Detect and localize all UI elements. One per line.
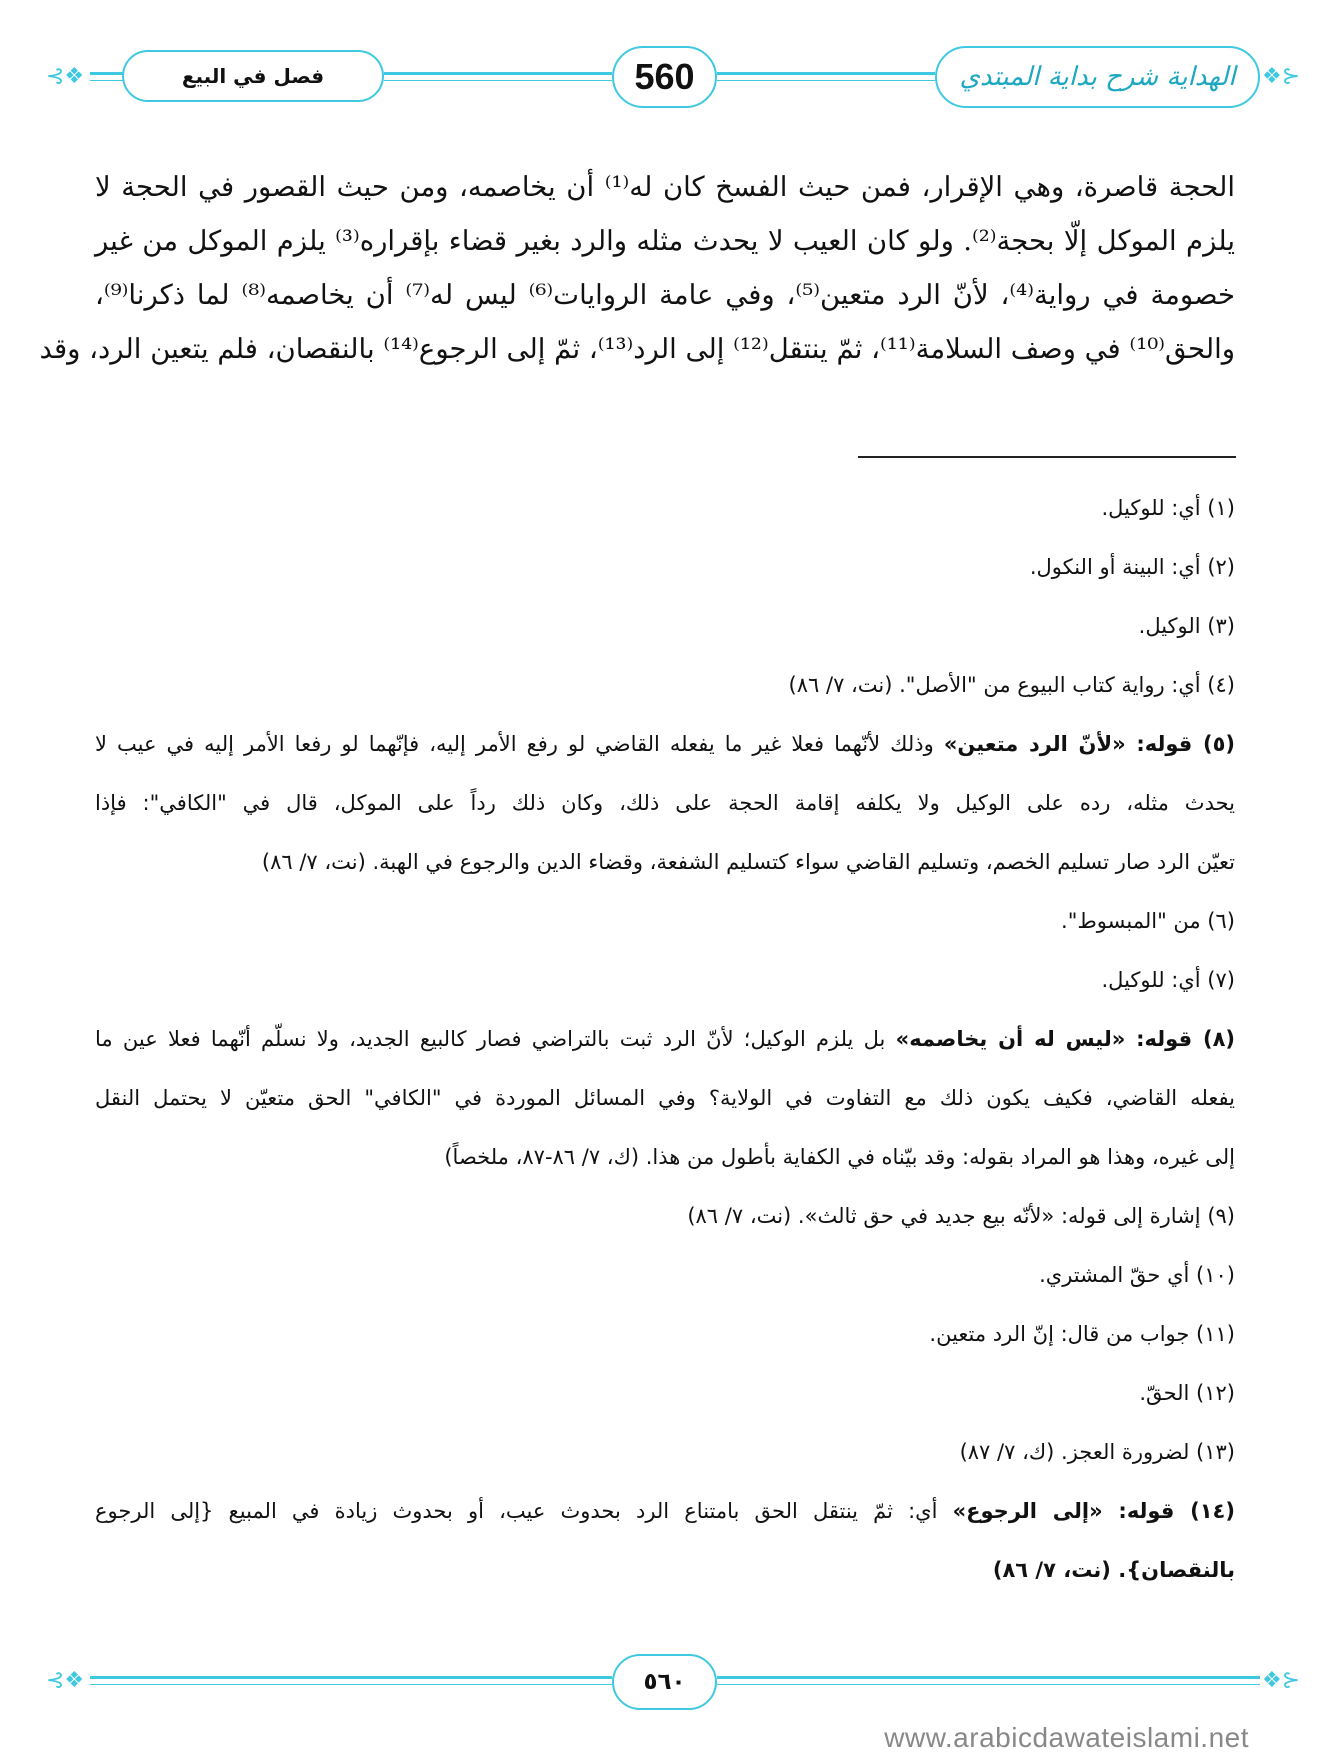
footnote-9: (٩) إشارة إلى قوله: «لأنّه بيع جديد في حق ثالث». (نت، ٧/ ٨٦) xyxy=(687,1204,1235,1228)
website-watermark[interactable]: www.arabicdawateislami.net xyxy=(884,1722,1249,1753)
footnote-5-line xyxy=(95,730,1235,759)
footnote-7: (٧) أي: للوكيل. xyxy=(1101,968,1235,992)
footnote-8-line: يفعله القاضي، فكيف يكون ذلك مع التفاوت في الولاية؟ وفي المسائل الموردة في "الكافي" الحق متعيّن لا يحتمل النقل xyxy=(95,1086,1235,1110)
book-title-badge xyxy=(935,46,1260,108)
left-ornament-icon: ⊰❖ xyxy=(46,1668,85,1693)
footnote-separator xyxy=(858,456,1236,458)
page-number-badge xyxy=(612,46,717,108)
header-rule xyxy=(384,72,612,75)
main-text-line: والحق⁽¹⁰⁾ في وصف السلامة⁽¹¹⁾، ثمّ ينتقل⁽¹²⁾ إلى الرد⁽¹³⁾، ثمّ إلى الرجوع⁽¹⁴⁾ بالنقصان، فلم يتعين الرد، وقد xyxy=(39,333,1235,365)
right-ornament-icon: ❖⊱ xyxy=(1262,64,1301,89)
footnote-13: (١٣) لضرورة العجز. (ك، ٧/ ٨٧) xyxy=(959,1440,1235,1464)
footer-page-number-badge xyxy=(612,1654,717,1710)
header-rule xyxy=(384,80,612,81)
footnote-14-text: أي: ثمّ ينتقل الحق بامتناع الرد بحدوث عيب، أو بحدوث زيادة في المبيع {إلى الرجوع xyxy=(95,1499,938,1523)
section-title: فصل في البيع xyxy=(181,64,325,88)
footnote-5-text: وذلك لأنّهما فعلا غير ما يفعله القاضي لو رفع الأمر إليه، فإنّهما لو رفعا الأمر إليه في عيب لا xyxy=(95,732,934,756)
footnote-5-line: يحدث مثله، رده على الوكيل ولا يكلفه إقامة الحجة على ذلك، وكان ذلك رداً على الموكل، قال في "الكافي": فإذا xyxy=(95,791,1235,815)
main-text-line: الحجة قاصرة، وهي الإقرار، فمن حيث الفسخ كان له⁽¹⁾ أن يخاصمه، ومن حيث القصور في الحجة لا xyxy=(95,171,1235,203)
footnote-3: (٣) الوكيل. xyxy=(1138,614,1235,638)
footnote-14-lead: (١٤) قوله: «إلى الرجوع» xyxy=(952,1499,1235,1523)
main-text-line: يلزم الموكل إلّا بحجة⁽²⁾. ولو كان العيب لا يحدث مثله والرد بغير قضاء بإقراره⁽³⁾ يلزم الموكل من غير xyxy=(95,225,1235,257)
footnote-8-line: إلى غيره، وهذا هو المراد بقوله: وقد بيّناه في الكفاية بأطول من هذا. (ك، ٧/ ٨٦-٨٧، ملخصاً) xyxy=(444,1145,1235,1169)
left-ornament-icon: ⊰❖ xyxy=(46,64,85,89)
footnote-14-line: بالنقصان}. (نت، ٧/ ٨٦) xyxy=(992,1558,1235,1582)
footnote-11: (١١) جواب من قال: إنّ الرد متعين. xyxy=(929,1322,1235,1346)
footnote-8-lead: (٨) قوله: «ليس له أن يخاصمه» xyxy=(895,1027,1235,1051)
footnote-5-lead: (٥) قوله: «لأنّ الرد متعين» xyxy=(943,732,1235,756)
footnote-8-text: بل يلزم الوكيل؛ لأنّ الرد ثبت بالتراضي فصار كالبيع الجديد، ولا نسلّم أنّهما فعلا عين ما xyxy=(95,1027,886,1051)
footnote-8-line xyxy=(95,1025,1235,1054)
footnote-4: (٤) أي: رواية كتاب البيوع من "الأصل". (نت، ٧/ ٨٦) xyxy=(788,673,1235,697)
footnote-14-line xyxy=(95,1497,1235,1526)
page-number: 560 xyxy=(634,56,695,97)
footer-rule xyxy=(90,1684,612,1685)
footnote-6: (٦) من "المبسوط". xyxy=(1061,909,1235,933)
main-text xyxy=(39,160,1235,376)
main-text-line: خصومة في رواية⁽⁴⁾، لأنّ الرد متعين⁽⁵⁾، وفي عامة الروايات⁽⁶⁾ ليس له⁽⁷⁾ أن يخاصمه⁽⁸⁾ لما ذكرنا⁽⁹⁾، xyxy=(95,279,1235,311)
right-ornament-icon: ❖⊱ xyxy=(1262,1668,1301,1693)
footnote-5-line: تعيّن الرد صار تسليم الخصم، وتسليم القاضي سواء كتسليم الشفعة، وقضاء الدين والرجوع في الهبة. (نت، ٧/ ٨٦) xyxy=(261,850,1235,874)
header-rule xyxy=(717,72,935,75)
footnote-1: (١) أي: للوكيل. xyxy=(1101,496,1235,520)
footer-page-number: ٥٦٠ xyxy=(643,1669,686,1695)
header-rule xyxy=(717,80,935,81)
book-title: الهداية شرح بداية المبتدي xyxy=(959,62,1236,92)
footnote-2: (٢) أي: البينة أو النكول. xyxy=(1029,555,1235,579)
section-title-badge xyxy=(122,50,384,102)
footer-rule xyxy=(717,1684,1260,1685)
footer-rule xyxy=(717,1676,1260,1679)
footnote-12: (١٢) الحقّ. xyxy=(1139,1381,1235,1405)
footer-rule xyxy=(90,1676,612,1679)
footnote-10: (١٠) أي حقّ المشتري. xyxy=(1039,1263,1235,1287)
